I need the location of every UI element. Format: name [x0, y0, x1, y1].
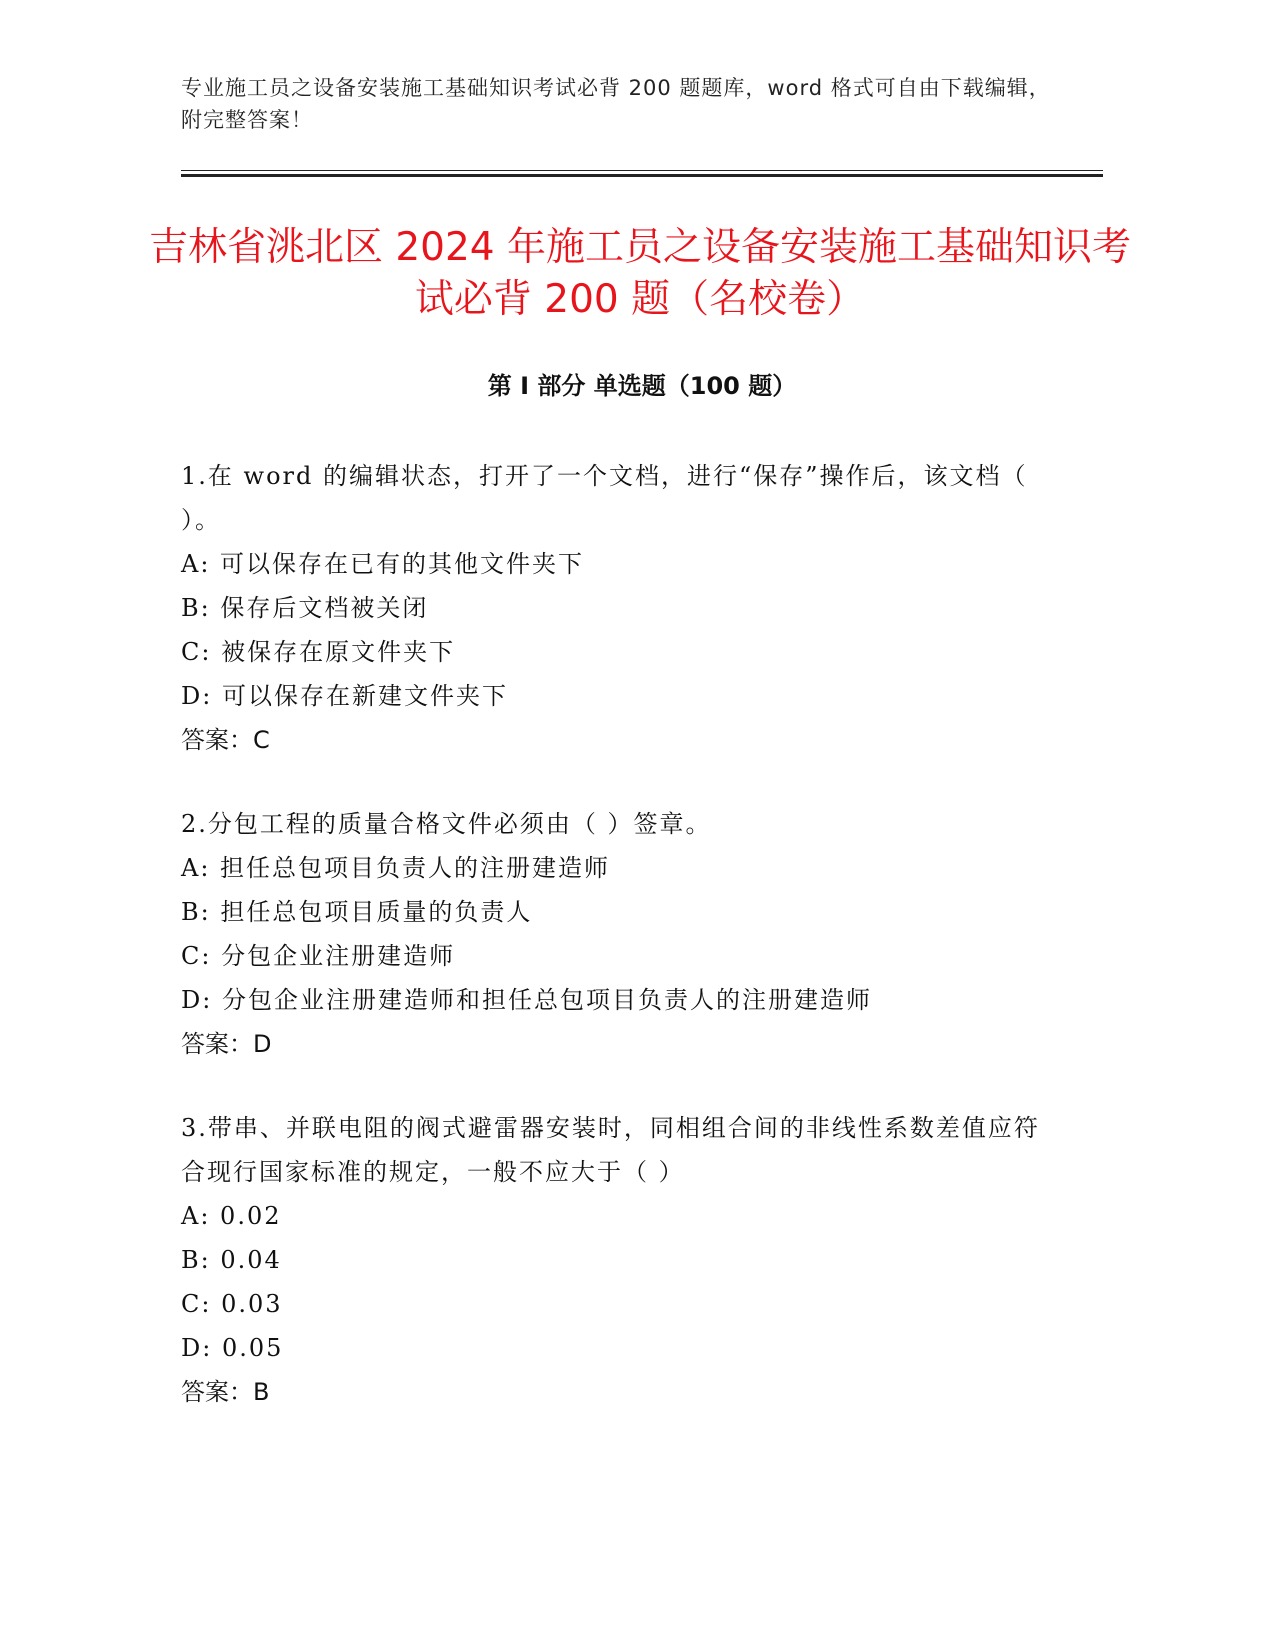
section-title: 第 I 部分 单选题（100 题） — [487, 372, 797, 400]
header-divider-thick — [181, 174, 1103, 177]
option-d: D: 0.05 — [181, 1334, 284, 1362]
answer: 答案：B — [181, 1378, 270, 1406]
header-divider-thin — [181, 170, 1103, 171]
option-d: D: 分包企业注册建造师和担任总包项目负责人的注册建造师 — [181, 986, 872, 1014]
question-stem: 3.带串、并联电阻的阀式避雷器安装时，同相组合间的非线性系数差值应符合现行国家标准的规定，一般不应大于（ ） — [181, 1114, 1040, 1186]
option-b: B: 0.04 — [181, 1246, 282, 1274]
question-2 — [181, 802, 1041, 1066]
option-c: C: 分包企业注册建造师 — [181, 942, 456, 970]
option-a: A: 0.02 — [181, 1202, 282, 1230]
answer: 答案：C — [181, 726, 270, 754]
question-3 — [181, 1106, 1041, 1414]
option-a: A: 担任总包项目负责人的注册建造师 — [181, 854, 611, 882]
question-stem: 1.在 word 的编辑状态，打开了一个文档，进行“保存”操作后，该文档（ ）。 — [181, 462, 1028, 534]
option-c: C: 被保存在原文件夹下 — [181, 638, 456, 666]
option-b: B: 保存后文档被关闭 — [181, 594, 429, 622]
option-d: D: 可以保存在新建文件夹下 — [181, 682, 508, 710]
option-c: C: 0.03 — [181, 1290, 283, 1318]
header-note: 专业施工员之设备安装施工基础知识考试必背 200 题题库，word 格式可自由下载编辑，附完整答案！ — [181, 76, 1051, 132]
option-a: A: 可以保存在已有的其他文件夹下 — [181, 550, 585, 578]
document-title: 吉林省洮北区 2024 年施工员之设备安装施工基础知识考试必背 200 题（名校卷） — [148, 225, 1132, 322]
question-1 — [181, 454, 1041, 762]
question-stem: 2.分包工程的质量合格文件必须由（ ）签章。 — [181, 810, 712, 838]
option-b: B: 担任总包项目质量的负责人 — [181, 898, 533, 926]
answer: 答案：D — [181, 1030, 272, 1058]
